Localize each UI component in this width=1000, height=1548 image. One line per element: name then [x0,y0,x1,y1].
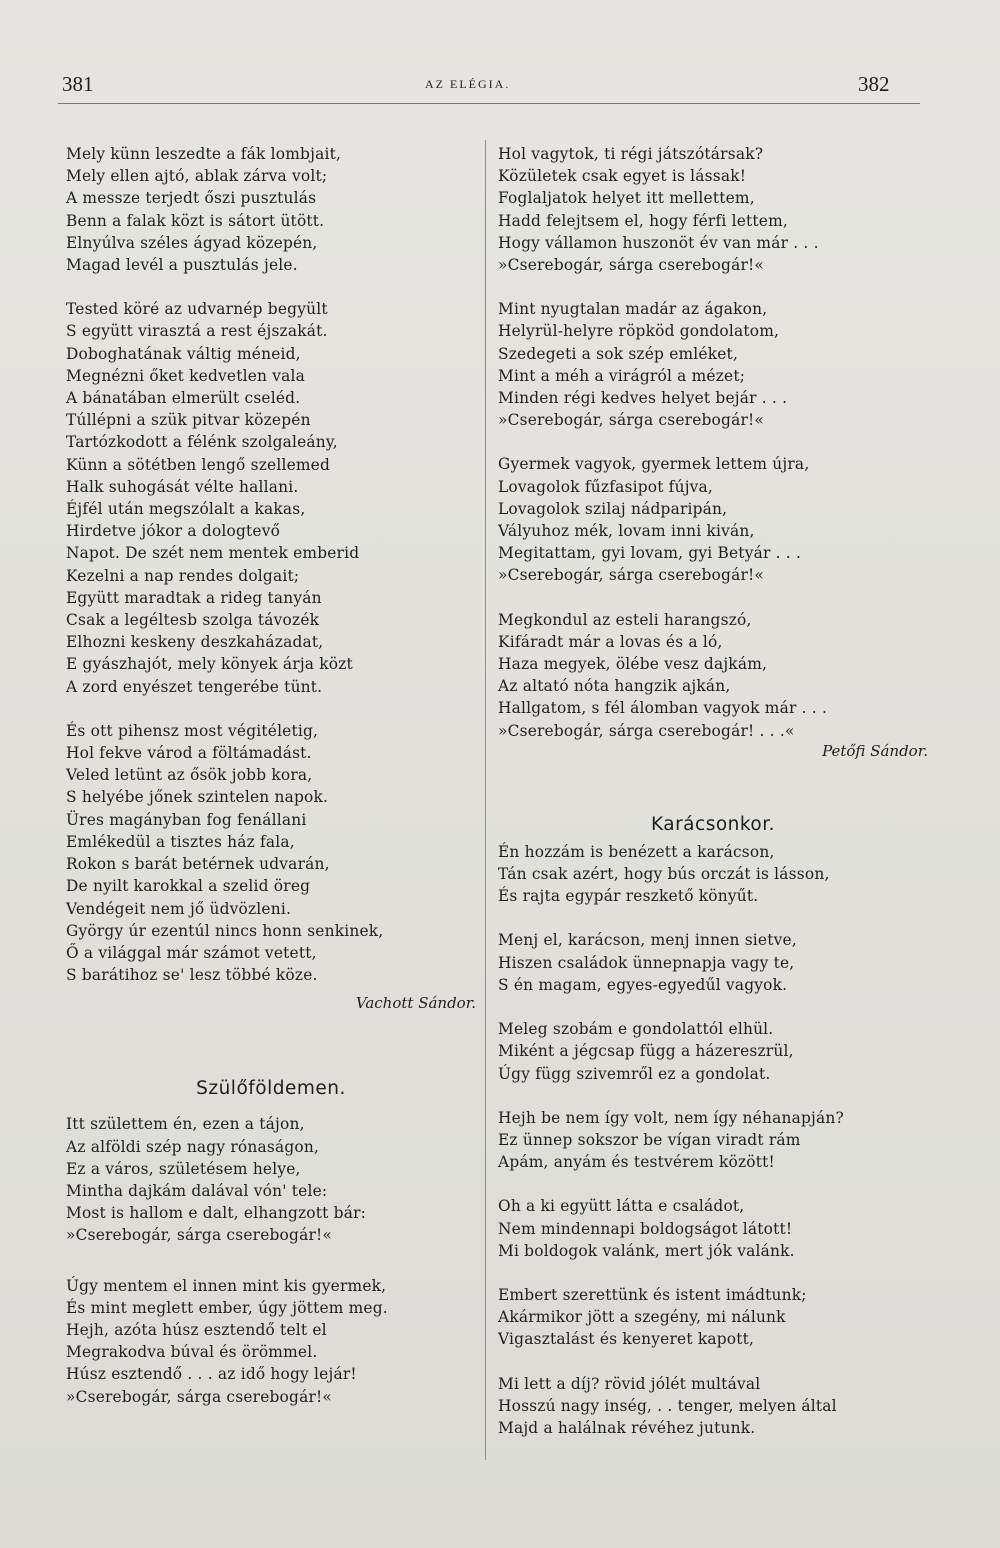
poem-author: Petőfi Sándor. [822,741,928,760]
poem-line: Vigasztalást és kenyeret kapott, [498,1330,755,1349]
poem-line: Hallgatom, s fél álomban vagyok már . . . [498,699,828,718]
stanza [66,298,476,698]
poem-line: Megitattam, gyi lovam, gyi Betyár . . . [498,544,802,563]
poem-line: Menj el, karácson, menj innen sietve, [498,931,797,950]
poem-line: Megkondul az esteli harangszó, [498,610,752,629]
poem-line: Csak a legéltesb szolga távozék [66,611,320,630]
stanza [498,143,928,276]
poem-line: Tán csak azért, hogy bús orczát is lásson, [498,865,830,884]
poem-line: Szedegeti a sok szép emléket, [498,344,739,363]
poem-line: Hejh be nem így volt, nem így néhanapján? [498,1108,844,1127]
poem-line: Hosszú nagy inség, . . tenger, melyen által [498,1396,837,1415]
poem-line: »Cserebogár, sárga cserebogár! . . .« [498,721,795,740]
poem-line: Úgy függ szivemről ez a gondolat. [498,1064,771,1083]
stanza [498,1284,928,1351]
poem-line: E gyászhajót, mely könyek árja közt [66,655,353,674]
poem-line: György úr ezentúl nincs honn senkinek, [66,921,384,940]
stanza [66,143,476,276]
poem-line: Mintha dajkám dalával vón' tele: [66,1181,328,1200]
poem-line: Meleg szobám e gondolattól elhül. [498,1020,774,1039]
poem-line: Kezelni a nap rendes dolgait; [66,566,300,585]
stanza [498,929,928,996]
column-divider [485,140,486,1460]
poem-line: Mi lett a díj? rövid jólét multával [498,1374,761,1393]
poem-line: S én magam, egyes-egyedűl vagyok. [498,975,788,994]
poem-line: Megrakodva búval és örömmel. [66,1343,318,1362]
poem-line: »Cserebogár, sárga cserebogár!« [498,256,765,275]
poem-line: Doboghatának váltig méneid, [66,344,301,363]
poem-line: S helyébe jőnek szintelen napok. [66,788,329,807]
poem-line: Tartózkodott a félénk szolgaleány, [66,433,338,452]
poem-line: Megnézni őket kedvetlen vala [66,366,306,385]
poem-line: Én hozzám is benézett a karácson, [498,842,775,861]
poem-line: Most is hallom e dalt, elhangzott bár: [66,1204,367,1223]
stanza [498,609,928,742]
poem-szulofoldemen-cont [498,143,928,760]
poem-line: Hirdetve jókor a dologtevő [66,522,281,541]
poem-line: És mint meglett ember, úgy jöttem meg. [66,1298,388,1317]
poem-author: Vachott Sándor. [355,994,476,1013]
poem-line: Haza megyek, ölébe vesz dajkám, [498,655,768,674]
poem-title: Karácsonkor. [650,813,776,835]
poem-line: Tested köré az udvarnép begyült [66,300,328,319]
poem-line: Minden régi kedves helyet bejár . . . [498,389,788,408]
poem-line: Hiszen családok ünnepnapja vagy te, [498,953,795,972]
poem-line: És rajta egypár reszkető könyűt. [498,887,759,906]
poem-line: Apám, anyám és testvérem között! [498,1153,775,1172]
poem-line: S együtt virasztá a rest éjszakát. [66,322,328,341]
poem-line: Künn a sötétben lengő szellemed [66,455,331,474]
page-number-right: 382 [858,72,890,96]
poem-line: Húsz esztendő . . . az idő hogy lejár! [66,1365,357,1384]
poem-line: Emlékedül a tisztes ház fala, [66,832,295,851]
poem-line: Oh a ki együtt látta e családot, [498,1197,745,1216]
right-column [498,143,928,1461]
poem-line: Hol vagytok, ti régi játszótársak? [498,145,764,163]
poem-line: »Cserebogár, sárga cserebogár!« [66,1226,333,1245]
stanza [498,1107,928,1174]
stanza [498,453,928,586]
stanza [498,1018,928,1085]
poem-line: Majd a halálnak révéhez jutunk. [498,1418,756,1437]
page-number-left: 381 [62,72,94,96]
poem-line: Rokon s barát betérnek udvarán, [66,855,330,874]
poem-line: Magad levél a pusztulás jele. [66,256,298,275]
poem-line: Ez ünnep sokszor be vígan viradt rám [498,1130,801,1149]
poem-line: A zord enyészet tengerébe tünt. [66,677,323,696]
poem-line: Ő a világgal már számot vetett, [66,943,317,962]
poem-line: »Cserebogár, sárga cserebogár!« [498,566,765,585]
poem-line: Embert szerettünk és istent imádtunk; [498,1285,807,1304]
left-column [66,143,476,1430]
stanza [498,298,928,431]
poem-line: Lovagolok fűzfasipot fújva, [498,477,714,496]
poem-line: Hejh, azóta húsz esztendő telt el [66,1320,327,1339]
poem-line: Túllépni a szük pitvar közepén [66,411,311,430]
poem-line: Itt születtem én, ezen a tájon, [66,1115,305,1134]
stanza [498,841,928,908]
poem-elegy [66,143,476,1012]
poem-line: De nyilt karokkal a szelid öreg [66,877,311,896]
stanza [66,720,476,986]
poem-line: Mint nyugtalan madár az ágakon, [498,300,768,319]
poem-line: Gyermek vagyok, gyermek lettem újra, [498,455,810,474]
poem-line: Együtt maradtak a rideg tanyán [66,588,322,607]
poem-line: Nem mindennapi boldogságot látott! [498,1219,793,1238]
poem-line: Hadd felejtsem el, hogy férfi lettem, [498,211,788,230]
poem-line: Elhozni keskeny deszkaházadat, [66,633,324,652]
poem-line: És ott pihensz most végitéletig, [66,721,319,740]
stanza [498,1373,928,1440]
poem-line: Halk suhogását vélte hallani. [66,477,299,496]
poem-line: Mely künn leszedte a fák lombjait, [66,145,342,163]
poem-line: Közületek csak egyet is lássak! [498,167,747,186]
poem-line: »Cserebogár, sárga cserebogár!« [498,411,765,430]
poem-line: Kifáradt már a lovas és a ló, [498,632,723,651]
stanza [498,1195,928,1262]
poem-line: Lovagolok szilaj nádparipán, [498,499,728,518]
poem-line: Hol fekve várod a föltámadást. [66,744,312,763]
poem-line: Mely ellen ajtó, ablak zárva volt; [66,167,328,186]
poem-line: Elnyúlva széles ágyad közepén, [66,233,318,252]
poem-line: Vályuhoz mék, lovam inni kiván, [498,522,755,541]
poem-line: A messze terjedt őszi pusztulás [66,189,317,208]
poem-line: Úgy mentem el innen mint kis gyermek, [66,1276,387,1295]
poem-line: »Cserebogár, sárga cserebogár!« [66,1387,333,1406]
poem-line: Veled letünt az ősök jobb kora, [66,766,313,785]
poem-line: Éjfél után megszólalt a kakas, [66,500,306,519]
poem-line: Akármikor jött a szegény, mi nálunk [498,1308,786,1327]
header-rule [58,103,920,104]
poem-line: Ez a város, születésem helye, [66,1159,301,1178]
poem-line: Az altató nóta hangzik ajkán, [498,677,731,696]
page-header [0,70,1000,100]
poem-line: Mint a méh a virágról a mézet; [498,366,746,385]
poem-line: S barátihoz se' lesz többé köze. [66,966,318,985]
poem-line: Hogy vállamon huszonöt év van már . . . [498,233,819,252]
poem-title: Szülőföldemen. [196,1078,346,1100]
poem-line: Az alföldi szép nagy rónaságon, [66,1137,320,1156]
poem-line: Foglaljatok helyet itt mellettem, [498,189,755,208]
poem-line: Helyrül-helyre röpköd gondolatom, [498,322,780,341]
poem-szulofoldemen [66,1078,476,1407]
poem-line: A bánatában elmerült cseléd. [66,389,301,408]
running-title: AZ ELÉGIA. [425,77,511,91]
poem-line: Vendégeit nem jő üdvözleni. [66,899,292,918]
stanza [66,1113,476,1246]
poem-line: Benn a falak közt is sátort ütött. [66,211,325,230]
poem-line: Mi boldogok valánk, mert jók valánk. [498,1241,795,1260]
stanza [66,1275,476,1408]
poem-line: Napot. De szét nem mentek emberid [66,544,360,563]
poem-karacsonkor [498,814,928,1439]
poem-line: Üres magányban fog fenállani [66,810,307,829]
poem-line: Miként a jégcsap függ a házereszrül, [498,1042,794,1061]
